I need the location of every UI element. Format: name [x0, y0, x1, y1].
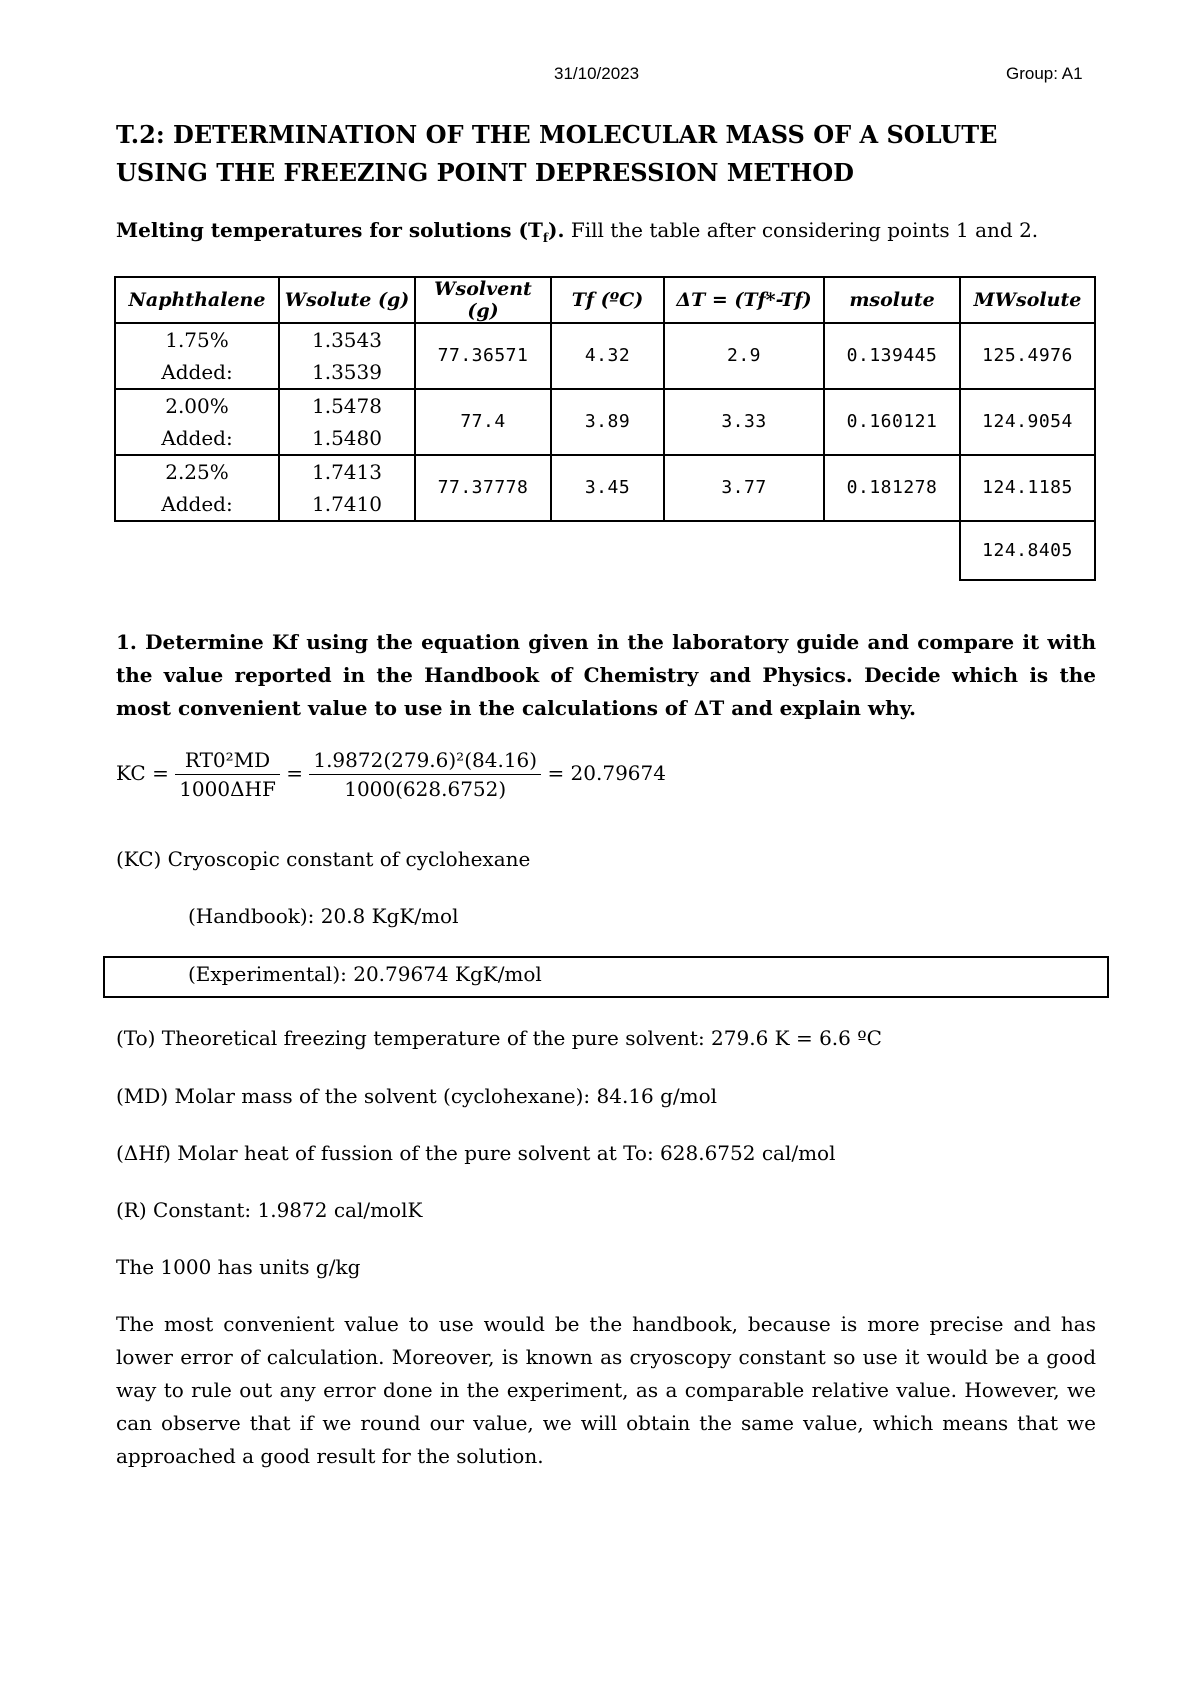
msolute-cell: 0.181278: [824, 455, 960, 521]
wsolute-value: 1.7413: [312, 460, 382, 484]
table-header-row: [115, 277, 1095, 323]
mw-cell: 125.4976: [960, 323, 1095, 389]
r-line: (R) Constant: 1.9872 cal/molK: [116, 1198, 423, 1222]
fraction-symbolic: [175, 748, 280, 801]
col-header: Naphthalene: [115, 277, 279, 323]
experimental-line: (Experimental): 20.79674 KgK/mol: [188, 962, 542, 986]
empty-cell: [115, 521, 960, 580]
intro-text: [116, 214, 1096, 255]
average-mw-cell: 124.8405: [960, 521, 1095, 580]
eq-result: = 20.79674: [547, 761, 666, 785]
naphthalene-cell: [115, 389, 279, 455]
naphthalene-cell: [115, 323, 279, 389]
dt-cell: 3.33: [664, 389, 824, 455]
col-header: Wsolute (g): [279, 277, 415, 323]
dt-cell: 2.9: [664, 323, 824, 389]
mw-cell: 124.9054: [960, 389, 1095, 455]
kc-line: (KC) Cryoscopic constant of cyclohexane: [116, 847, 531, 871]
fraction-denominator: 1000ΔHF: [179, 777, 276, 801]
conclusion-paragraph: The most convenient value to use would be the handbook, because is more precise and has lower error of calculation. Moreover, is known as cryoscopy constant so use it would be a good way to rule out any error done in the experiment, as a comparable relative value. However, we can observe that if we round our value, we will obtain the same value, which means that we approached a good result for the solution.: [116, 1312, 1096, 1468]
fraction-numeric: [309, 748, 541, 801]
fraction-numerator: RT0²MD: [175, 748, 280, 775]
handbook-line: (Handbook): 20.8 KgK/mol: [188, 904, 459, 928]
col-header: Wsolvent (g): [415, 277, 551, 323]
wsolvent-cell: 77.36571: [415, 323, 551, 389]
col-header: MWsolute: [960, 277, 1095, 323]
pct-value: 1.75%: [165, 328, 229, 352]
added-label: Added:: [161, 426, 233, 450]
intro-bold: Melting temperatures for solutions (T: [116, 218, 543, 242]
wsolvent-cell: 77.37778: [415, 455, 551, 521]
col-header: msolute: [824, 277, 960, 323]
intro-rest: Fill the table after considering points 1 and 2.: [564, 218, 1039, 242]
eq-lhs: KC =: [116, 761, 169, 785]
wsolute-added-value: 1.3539: [312, 360, 382, 384]
naphthalene-cell: [115, 455, 279, 521]
mw-cell: 124.1185: [960, 455, 1095, 521]
results-table: [114, 276, 1096, 581]
fraction-numerator: 1.9872(279.6)²(84.16): [309, 748, 541, 775]
tf-cell: 3.45: [551, 455, 664, 521]
intro-bold-sub: f: [542, 231, 549, 245]
page-title: T.2: DETERMINATION OF THE MOLECULAR MASS OF A SOLUTE USING THE FREEZING POINT DEPRESSION METHOD: [116, 120, 998, 187]
intro-bold-end: ).: [548, 218, 565, 242]
added-label: Added:: [161, 492, 233, 516]
pct-value: 2.25%: [165, 460, 229, 484]
group-header: Group: A1: [1006, 64, 1083, 83]
dt-cell: 3.77: [664, 455, 824, 521]
added-label: Added:: [161, 360, 233, 384]
wsolute-cell: [279, 389, 415, 455]
wsolute-cell: [279, 455, 415, 521]
col-header: Tf (ºC): [551, 277, 664, 323]
units-line: The 1000 has units g/kg: [116, 1255, 361, 1279]
msolute-cell: 0.139445: [824, 323, 960, 389]
dhf-line: (ΔHf) Molar heat of fussion of the pure solvent at To: 628.6752 cal/mol: [116, 1141, 836, 1165]
t0-line: (To) Theoretical freezing temperature of the pure solvent: 279.6 K = 6.6 ºC: [116, 1026, 882, 1050]
tf-cell: 3.89: [551, 389, 664, 455]
wsolute-value: 1.3543: [312, 328, 382, 352]
table-row: [115, 389, 1095, 455]
wsolute-value: 1.5478: [312, 394, 382, 418]
col-header: ΔT = (Tf*-Tf): [664, 277, 824, 323]
msolute-cell: 0.160121: [824, 389, 960, 455]
tf-cell: 4.32: [551, 323, 664, 389]
wsolute-added-value: 1.7410: [312, 492, 382, 516]
wsolute-cell: [279, 323, 415, 389]
md-line: (MD) Molar mass of the solvent (cyclohexane): 84.16 g/mol: [116, 1084, 718, 1108]
pct-value: 2.00%: [165, 394, 229, 418]
eq-sign: =: [286, 761, 303, 785]
date-header: 31/10/2023: [554, 64, 640, 83]
question-number: 1.: [116, 630, 137, 654]
table-row: [115, 455, 1095, 521]
wsolvent-cell: 77.4: [415, 389, 551, 455]
wsolute-added-value: 1.5480: [312, 426, 382, 450]
table-row: [115, 323, 1095, 389]
question-text: Determine Kf using the equation given in the laboratory guide and compare it with the value reported in the Handbook of Chemistry and Physics. Decide which is the most convenient value to use in the calculations of ΔT and explain why.: [116, 630, 1097, 720]
question-1: [116, 626, 1096, 725]
kc-equation: [116, 748, 666, 801]
fraction-denominator: 1000(628.6752): [344, 777, 507, 801]
average-row: [115, 521, 1095, 580]
